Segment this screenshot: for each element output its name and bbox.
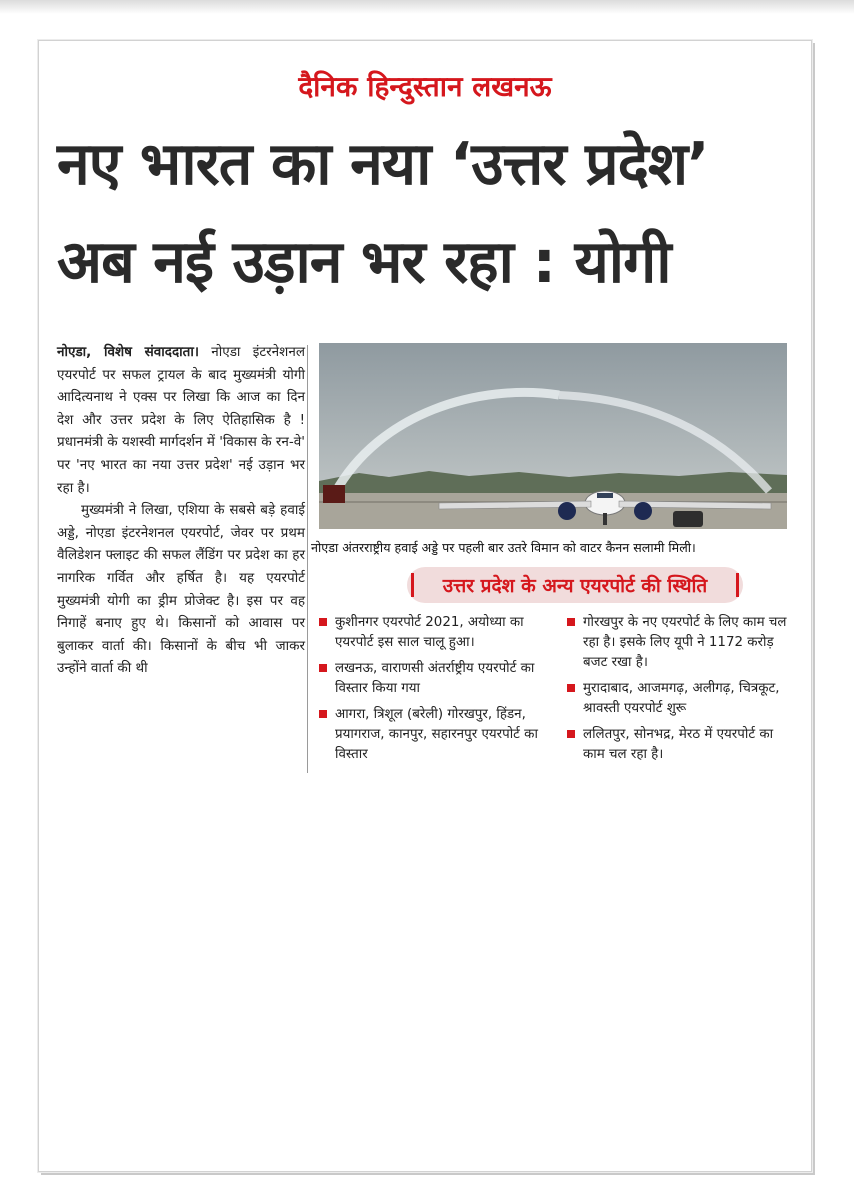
masthead: दैनिक हिन्दुस्तान लखनऊ [298,70,552,103]
article-paragraph-1 [57,341,305,499]
headline-line-1: नए भारत का नया ‘उत्तर प्रदेश’ [57,129,709,198]
list-item: आगरा, त्रिशूल (बरेली) गोरखपुर, हिंडन, प्रयागराज, कानपुर, सहारनपुर एयरपोर्ट का विस्तार [319,705,555,765]
top-shadow [0,0,854,14]
column-divider [307,345,308,773]
left-engine [558,502,576,520]
airport-photo [319,343,787,529]
runway [319,493,787,529]
list-item: मुरादाबाद, आजमगढ़, अलीगढ़, चित्रकूट, श्रावस्ती एयरपोर्ट शुरू [567,679,795,719]
dateline: नोएडा, विशेष संवाददाता। [57,344,199,360]
water-cannon-salute-illustration [319,343,787,529]
bullet-square-icon [567,730,575,738]
photo-caption: नोएडा अंतरराष्ट्रीय हवाई अड्डे पर पहली बार उतरे विमान को वाटर कैनन सलामी मिली। [311,540,696,555]
bullet-square-icon [319,710,327,718]
status-list-left [319,613,555,771]
bullet-square-icon [319,664,327,672]
bullet-square-icon [567,684,575,692]
fire-truck [323,485,345,503]
status-list-right [567,613,795,771]
right-engine [634,502,652,520]
bullet-square-icon [319,618,327,626]
article-paragraph-1-text: नोएडा इंटरनेशनल एयरपोर्ट पर सफल ट्रायल के बाद मुख्यमंत्री योगी आदित्यनाथ ने एक्स पर लिखा कि आज का दिन देश और उत्तर प्रदेश के लिए ऐतिहासिक है ! प्रधानमंत्री के यशस्वी मार्गदर्शन में 'विकास के रन-वे' पर 'नए भारत का नया उत्तर प्रदेश' नई उड़ान भर रहा है। [57,344,305,496]
list-item: गोरखपुर के नए एयरपोर्ट के लिए काम चल रहा है। इसके लिए यूपी ने 1172 करोड़ बजट रखा है। [567,613,795,673]
article-body [57,341,305,680]
article-paragraph-2: मुख्यमंत्री ने लिखा, एशिया के सबसे बड़े हवाई अड्डे, नोएडा इंटरनेशनल एयरपोर्ट, जेवर पर प्रथम वैलिडेशन फ्लाइट की सफल लैंडिंग पर प्रदेश का हर नागरिक गर्वित और हर्षित है। यह एयरपोर्ट मुख्यमंत्री योगी का ड्रीम प्रोजेक्ट है। इस पर वह निगाहें बनाए हुए थे। किसानों को आवास पर बुलाकर वार्ता की। किसानों के बीच भी जाकर उन्होंने वार्ता की थी [57,502,305,677]
list-item: कुशीनगर एयरपोर्ट 2021, अयोध्या का एयरपोर्ट इस साल चालू हुआ। [319,613,555,653]
airport-status-banner [407,567,743,603]
list-item: ललितपुर, सोनभद्र, मेरठ में एयरपोर्ट का काम चल रहा है। [567,725,795,765]
newspaper-clipping [38,40,812,1172]
bullet-square-icon [567,618,575,626]
follow-me-car [673,511,703,527]
headline-line-2: अब नई उड़ान भर रहा : योगी [57,227,671,296]
list-item: लखनऊ, वाराणसी अंतर्राष्ट्रीय एयरपोर्ट का विस्तार किया गया [319,659,555,699]
airport-status-title: उत्तर प्रदेश के अन्य एयरपोर्ट की स्थिति [442,575,708,597]
